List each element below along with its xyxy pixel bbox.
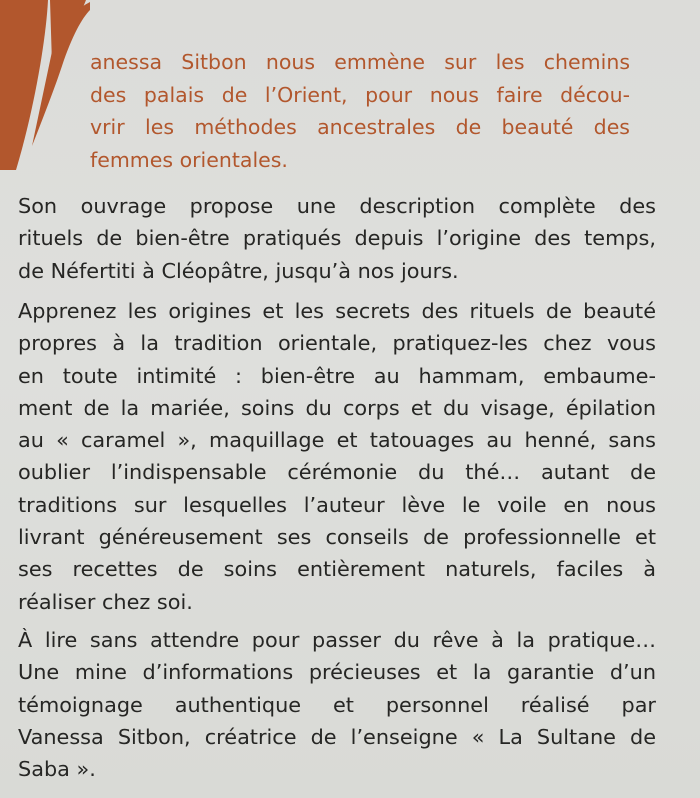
rituals-line: oublier l’indispensable cérémonie du thé… autant de (18, 460, 656, 485)
dropcap-v-letter (0, 0, 90, 170)
closing-line: témoignage authentique et personnel réalisé par (18, 692, 656, 717)
closing-line: Saba ». (18, 757, 96, 782)
rituals-line: propres à la tradition orientale, pratiquez-les chez vous (18, 331, 656, 356)
intro-line: anessa Sitbon nous emmène sur les chemins (90, 50, 630, 74)
closing-line: Une mine d’informations précieuses et la garantie d’un (18, 660, 656, 685)
intro-paragraph (90, 46, 630, 176)
description-paragraph (18, 190, 656, 287)
rituals-line: au « caramel », maquillage et tatouages au henné, sans (18, 428, 656, 453)
closing-line: Vanessa Sitbon, créatrice de l’enseigne « La Sultane de (18, 724, 656, 749)
intro-line: des palais de l’Orient, pour nous faire décou- (90, 82, 630, 107)
rituals-line: réaliser chez soi. (18, 589, 193, 614)
description-line: de Néfertiti à Cléopâtre, jusqu’à nos jours. (18, 258, 459, 283)
rituals-line: Apprenez les origines et les secrets des rituels de beauté (18, 299, 656, 323)
rituals-line: ses recettes de soins entièrement naturels, faciles à (18, 557, 656, 582)
rituals-line: livrant généreusement ses conseils de professionnelle et (18, 525, 656, 550)
closing-paragraph (18, 624, 656, 785)
closing-line: À lire sans attendre pour passer du rêve à la pratique… (18, 628, 656, 652)
rituals-line: en toute intimité : bien-être au hammam, embaume- (18, 363, 656, 388)
description-line: rituels de bien-être pratiqués depuis l’origine des temps, (18, 226, 656, 251)
rituals-paragraph (18, 295, 656, 618)
rituals-line: traditions sur lesquelles l’auteur lève le voile en nous (18, 492, 656, 517)
description-line: Son ouvrage propose une description complète des (18, 194, 656, 218)
intro-line: vrir les méthodes ancestrales de beauté des (90, 115, 630, 139)
intro-line: femmes orientales. (90, 147, 288, 172)
rituals-line: ment de la mariée, soins du corps et du visage, épilation (18, 395, 656, 420)
